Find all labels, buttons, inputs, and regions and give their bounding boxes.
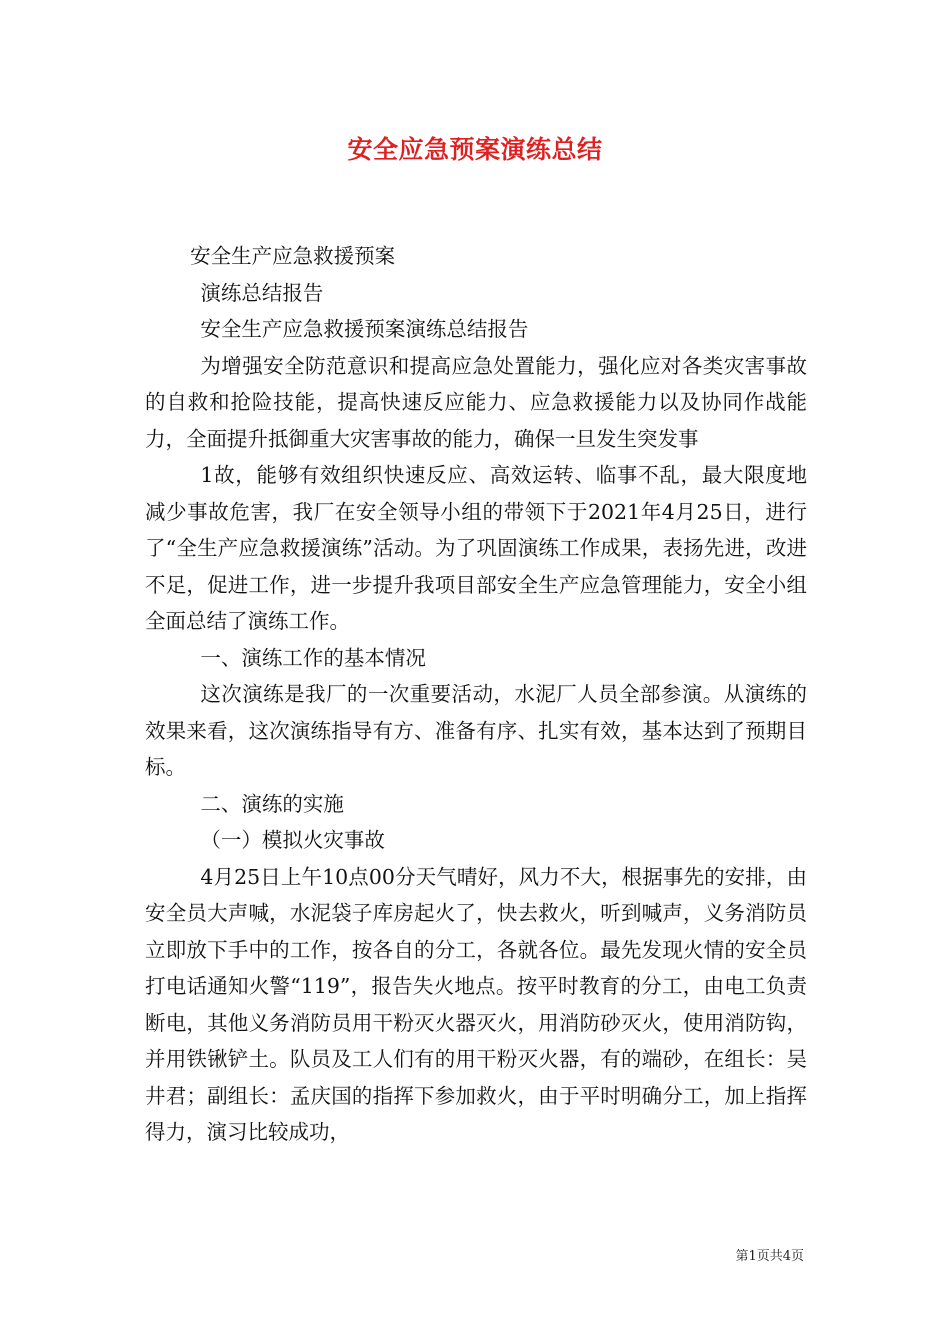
paragraph: 4月25日上午10点00分天气晴好，风力不大，根据事先的安排，由安全员大声喊，水泥袋子库房起火了，快去救火，听到喊声，义务消防员立即放下手中的工作，按各自的分工，各就各位。最先发现火情的安全员打电话通知火警“119”，报告失火地点。按平时教育的分工，由电工负责断电，其他义务消防员用干粉灭火器灭火，用消防砂灭火，使用消防钩，并用铁锹铲土。队员及工人们有的用干粉灭火器，有的端砂，在组长：吴井君；副组长：孟庆国的指挥下参加救火，由于平时明确分工，加上指挥得力，演习比较成功，	[145, 864, 807, 1144]
paragraph: 1故，能够有效组织快速反应、高效运转、临事不乱，最大限度地减少事故危害，我厂在安全领导小组的带领下于2021年4月25日，进行了“全生产应急救援演练”活动。为了巩固演练工作成果，表扬先进，改进不足，促进工作，进一步提升我项目部安全生产应急管理能力，安全小组全面总结了演练工作。	[145, 463, 807, 633]
paragraph: 安全生产应急救援预案	[190, 244, 396, 268]
section-heading: 二、演练的实施	[200, 791, 344, 816]
paragraph: 演练总结报告	[200, 280, 324, 305]
section-heading: 一、演练工作的基本情况	[200, 645, 426, 670]
paragraph: 安全生产应急救援预案演练总结报告	[200, 317, 529, 341]
document-body	[145, 238, 807, 1151]
paragraph: 这次演练是我厂的一次重要活动，水泥厂人员全部参演。从演练的效果来看，这次演练指导有方、准备有序、扎实有效，基本达到了预期目标。	[145, 682, 807, 779]
subsection-heading: （一）模拟火灾事故	[200, 828, 385, 852]
document-title: 安全应急预案演练总结	[347, 135, 603, 164]
page-number: 第1页共4页	[735, 1249, 804, 1264]
paragraph: 为增强安全防范意识和提高应急处置能力，强化应对各类灾害事故的自救和抢险技能，提高快速反应能力、应急救援能力以及协同作战能力，全面提升抵御重大灾害事故的能力，确保一旦发生突发事	[145, 353, 807, 451]
